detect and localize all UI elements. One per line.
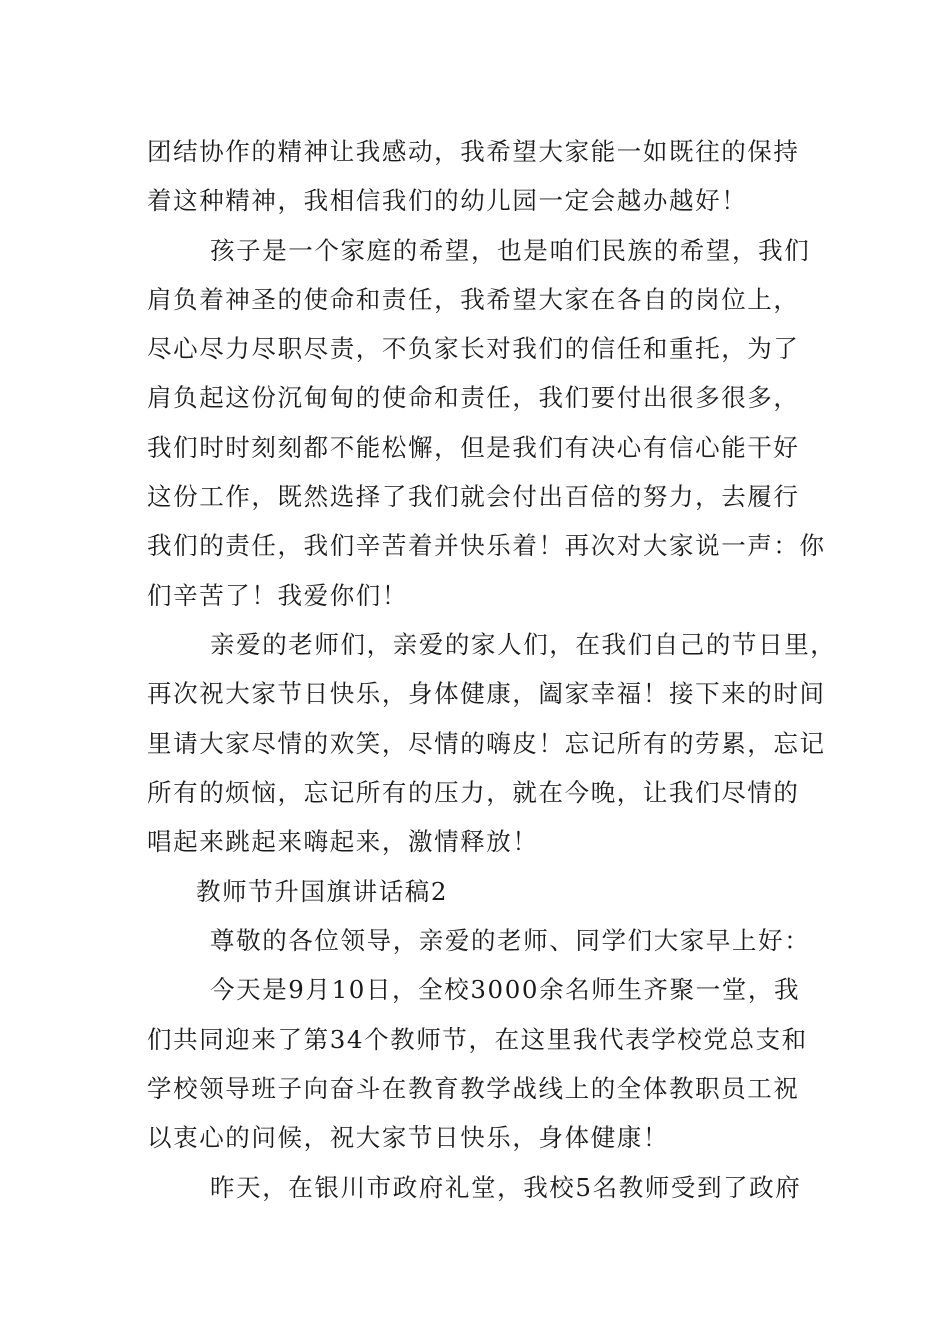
paragraph-line: 昨天，在银川市政府礼堂，我校5名教师受到了政府 bbox=[210, 1173, 802, 1202]
paragraph-line: 孩子是一个家庭的希望，也是咱们民族的希望，我们 bbox=[210, 236, 811, 265]
paragraph-line: 这份工作，既然选择了我们就会付出百倍的努力，去履行 bbox=[147, 482, 800, 511]
paragraph-line: 着这种精神，我相信我们的幼儿园一定会越办越好！ bbox=[147, 186, 748, 215]
paragraph-line: 学校领导班子向奋斗在教育教学战线上的全体教职员工祝 bbox=[147, 1074, 800, 1103]
paragraph-line: 里请大家尽情的欢笑，尽情的嗨皮！忘记所有的劳累，忘记 bbox=[147, 729, 826, 758]
paragraph-line: 团结协作的精神让我感动，我希望大家能一如既往的保持 bbox=[147, 137, 800, 166]
paragraph-line: 以衷心的问候，祝大家节日快乐，身体健康！ bbox=[147, 1123, 669, 1152]
paragraph-line: 所有的烦恼，忘记所有的压力，就在今晚，让我们尽情的 bbox=[147, 778, 800, 807]
paragraph-line: 唱起来跳起来嗨起来，激情释放！ bbox=[147, 827, 539, 856]
paragraph-line: 肩负着神圣的使命和责任，我希望大家在各自的岗位上， bbox=[147, 285, 800, 314]
paragraph-line: 我们的责任，我们辛苦着并快乐着！再次对大家说一声：你 bbox=[147, 531, 826, 560]
paragraph-line: 今天是9月10日，全校3000余名师生齐聚一堂，我 bbox=[210, 975, 801, 1004]
paragraph-line: 再次祝大家节日快乐，身体健康，阖家幸福！接下来的时间 bbox=[147, 679, 826, 708]
paragraph-line: 肩负起这份沉甸甸的使命和责任，我们要付出很多很多， bbox=[147, 383, 800, 412]
paragraph-line: 亲爱的老师们，亲爱的家人们，在我们自己的节日里， bbox=[210, 630, 837, 659]
paragraph-line: 们共同迎来了第34个教师节，在这里我代表学校党总支和 bbox=[147, 1025, 808, 1054]
section-heading: 教师节升国旗讲话稿2 bbox=[196, 877, 449, 906]
paragraph-line: 们辛苦了！我爱你们！ bbox=[147, 581, 408, 610]
paragraph-line: 尽心尽力尽职尽责，不负家长对我们的信任和重托，为了 bbox=[147, 334, 800, 363]
paragraph-line: 我们时时刻刻都不能松懈，但是我们有决心有信心能干好 bbox=[147, 433, 800, 462]
paragraph-line: 尊敬的各位领导，亲爱的老师、同学们大家早上好： bbox=[210, 926, 811, 955]
